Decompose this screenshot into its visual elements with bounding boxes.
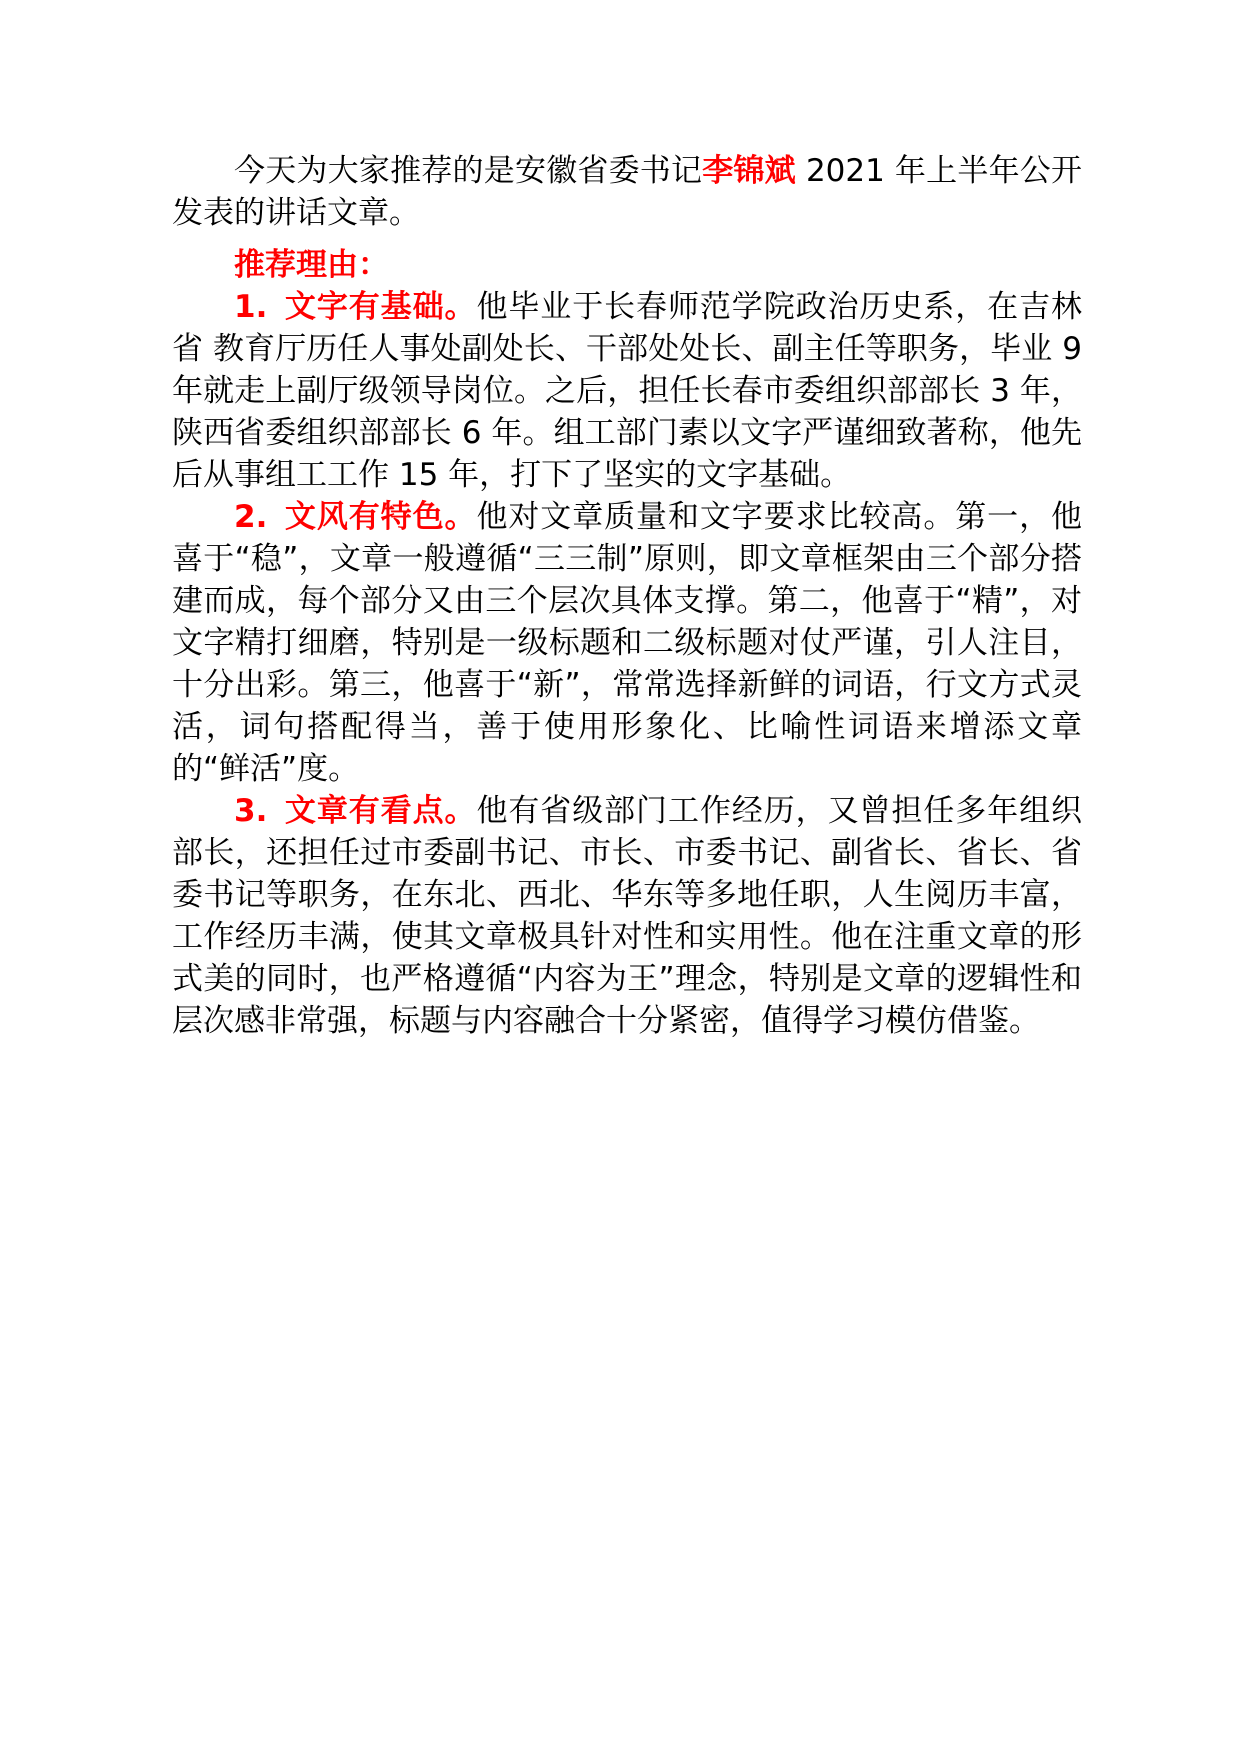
reason-body: 他毕业于长春师范学院政治历史系，在吉林省 教育厅历任人事处副处长、干部处处长、副主任等职务，毕业 9 年就走上副厅级领导岗位。之后，担任长春市委组织部部长 3 年，陕西省委组织部部长 6 年。组工部门素以文字严谨细致著称，他先后从事组工工作 15 年，打下了坚实的文字基础。 <box>172 289 1083 493</box>
intro-paragraph <box>172 150 1082 234</box>
reason-body: 他对文章质量和文字要求比较高。第一，他喜于“稳”，文章一般遵循“三三制”原则，即文章框架由三个部分搭建而成，每个部分又由三个层次具体支撑。第二，他喜于“精”，对文字精打细磨，特别是一级标题和二级标题对仗严谨，引人注目，十分出彩。第三，他喜于“新”，常常选择新鲜的词语，行文方式灵活，词句搭配得当，善于使用形象化、比喻性词语来增添文章的“鲜活”度。 <box>172 499 1083 787</box>
reason-body: 他有省级部门工作经历，又曾担任多年组织部长，还担任过市委副书记、市长、市委书记、副省长、省长、省委书记等职务，在东北、西北、华东等多地任职，人生阅历丰富，工作经历丰满，使其文章极具针对性和实用性。他在注重文章的形式美的同时，也严格遵循“内容为王”理念，特别是文章的逻辑性和层次感非常强，标题与内容融合十分紧密，值得学习模仿借鉴。 <box>172 793 1083 1039</box>
reason-number: 3. <box>234 793 268 829</box>
reason-title: 文章有看点。 <box>284 793 477 829</box>
reason-title: 文字有基础。 <box>284 289 477 325</box>
intro-text-before: 今天为大家推荐的是安徽省委书记 <box>234 153 703 189</box>
reason-item-2 <box>172 496 1082 790</box>
reason-title: 文风有特色。 <box>284 499 477 535</box>
document-page <box>172 150 1082 1042</box>
highlighted-name: 李锦斌 <box>702 153 796 189</box>
reason-number: 2. <box>234 499 268 535</box>
intro-text-after: 2021 年上半年公开发表的讲话文章。 <box>172 153 1082 231</box>
reason-number: 1. <box>234 289 268 325</box>
reason-item-1 <box>172 286 1082 496</box>
reason-item-3 <box>172 790 1082 1042</box>
reasons-heading: 推荐理由： <box>234 247 389 283</box>
